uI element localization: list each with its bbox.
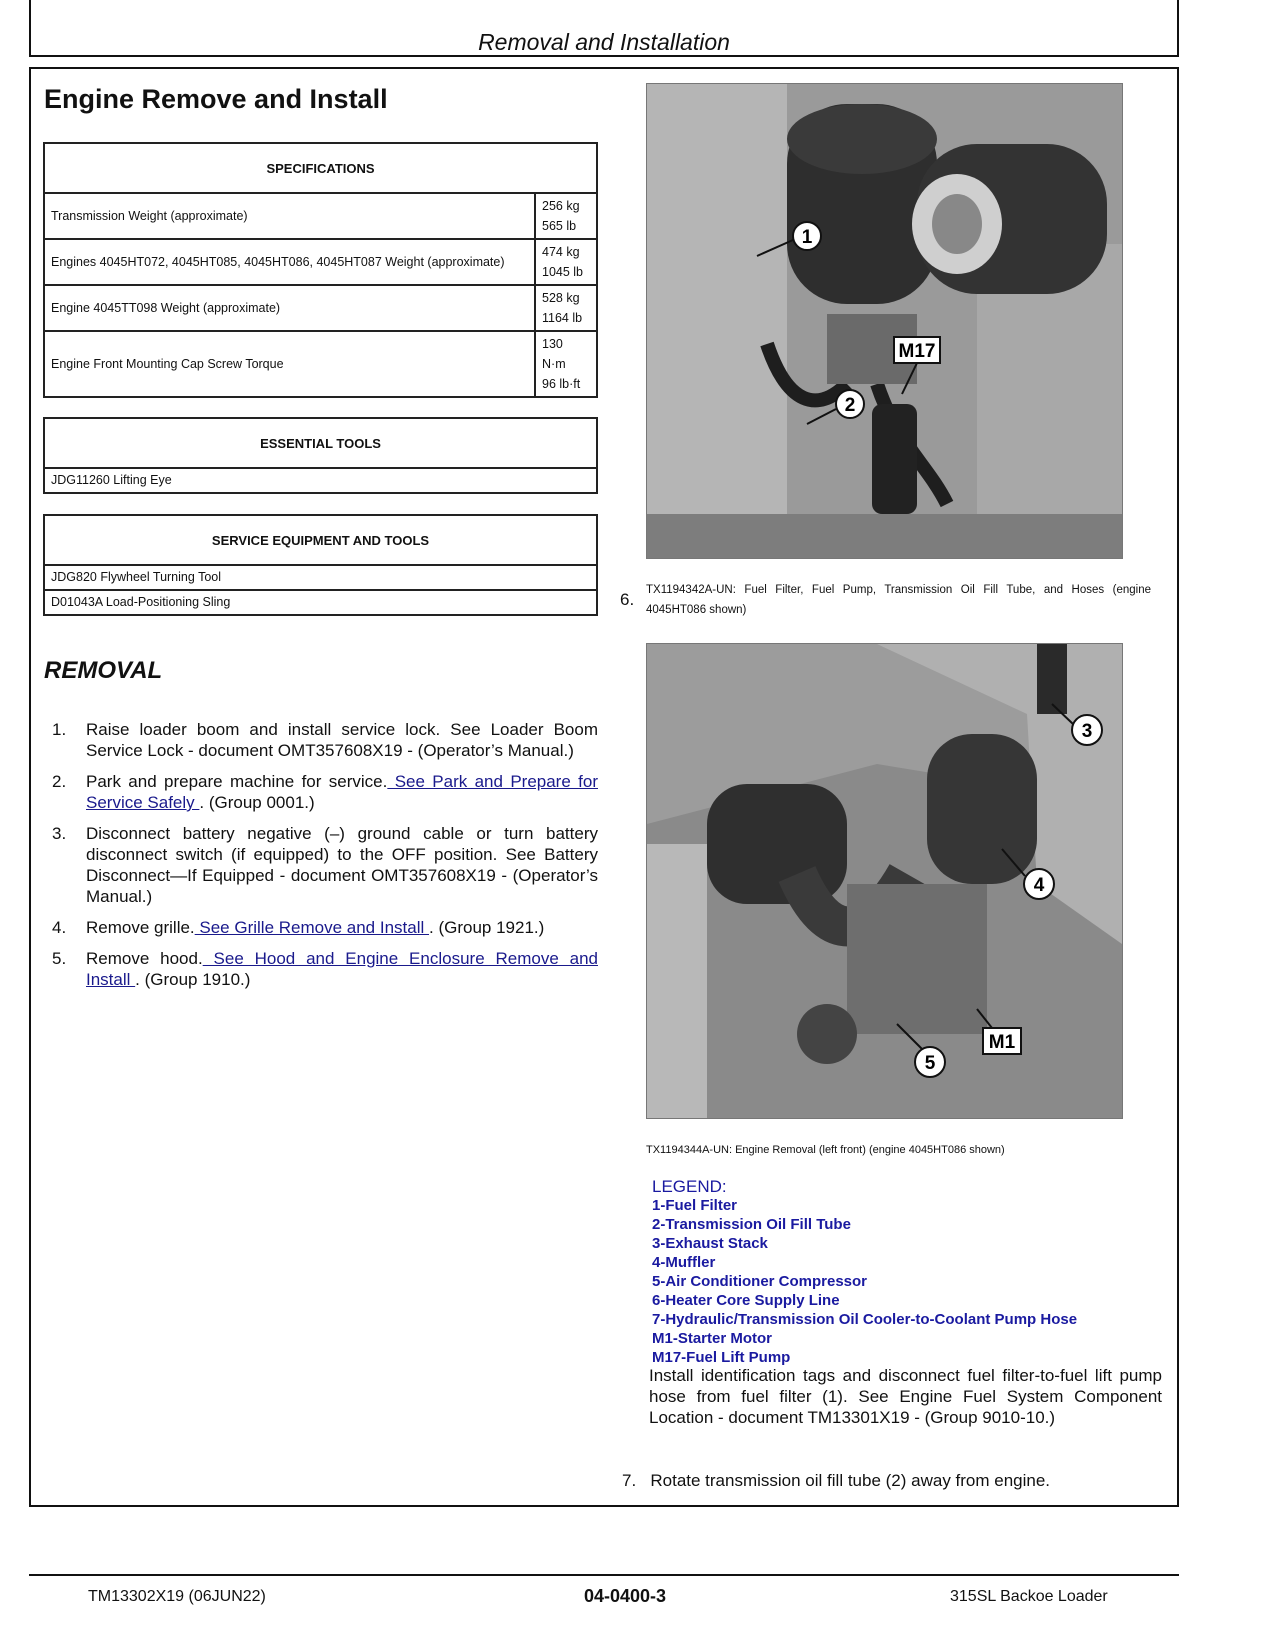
specifications-table <box>43 142 598 398</box>
footer-doc-id: TM13302X19 (06JUN22) <box>88 1588 266 1605</box>
legend-item: 4-Muffler <box>652 1254 716 1271</box>
table-row <box>44 193 597 239</box>
legend-item: M1-Starter Motor <box>652 1330 773 1347</box>
legend-item: 1-Fuel Filter <box>652 1197 738 1214</box>
engine-photo-1 <box>646 83 1123 559</box>
legend-item: 6-Heater Core Supply Line <box>652 1292 840 1309</box>
figure-caption-2: TX1194344A-UN: Engine Removal (left front) (engine 4045HT086 shown) <box>646 1144 1005 1156</box>
spec-value: 130 N·m 96 lb·ft <box>535 331 597 397</box>
legend-item: 5-Air Conditioner Compressor <box>652 1273 868 1290</box>
callout-4: 4 <box>1033 875 1045 896</box>
essential-tools-table <box>43 417 598 494</box>
spec-desc: Engines 4045HT072, 4045HT085, 4045HT086, 4045HT087 Weight (approximate) <box>44 239 535 285</box>
section-title: Removal and Installation <box>478 29 730 55</box>
footer-model: 315SL Backoe Loader <box>950 1588 1108 1605</box>
list-item: 2. Park and prepare machine for service. See Park and Prepare for Service Safely . (Group 0001.) <box>52 772 598 812</box>
removal-heading: REMOVAL <box>44 657 163 684</box>
table-heading: SPECIFICATIONS <box>44 143 597 193</box>
table-row <box>44 239 597 285</box>
removal-steps <box>52 719 598 1000</box>
table-heading: SERVICE EQUIPMENT AND TOOLS <box>44 515 597 565</box>
footer-rule <box>29 1574 1179 1576</box>
spec-desc: Engine 4045TT098 Weight (approximate) <box>44 285 535 331</box>
spec-value: 528 kg 1164 lb <box>535 285 597 331</box>
step-7: 7. Rotate transmission oil fill tube (2) away from engine. <box>622 1471 1051 1490</box>
legend-item: 7-Hydraulic/Transmission Oil Cooler-to-Coolant Pump Hose <box>652 1311 1078 1328</box>
park-prepare-link[interactable]: See Park and Prepare for Service Safely <box>86 772 598 812</box>
list-item: 4. Remove grille. See Grille Remove and Install . (Group 1921.) <box>52 918 545 937</box>
table-row <box>44 285 597 331</box>
table-row: JDG11260 Lifting Eye <box>44 468 597 493</box>
table-row <box>44 331 597 397</box>
spec-desc: Transmission Weight (approximate) <box>44 193 535 239</box>
callout-2: 2 <box>844 395 856 416</box>
figure-caption-1: TX1194342A-UN: Fuel Filter, Fuel Pump, Transmission Oil Fill Tube, and Hoses (engine 4045HT086 shown) <box>646 584 1151 616</box>
list-item: 3. Disconnect battery negative (–) ground cable or turn battery disconnect switch (if equipped) to the OFF position. See Battery Disconnect—If Equipped - document OMT357608X19 - (Operator’s Manual.) <box>52 824 598 906</box>
spec-value: 474 kg 1045 lb <box>535 239 597 285</box>
legend-item: M17-Fuel Lift Pump <box>652 1349 791 1366</box>
legend-item: 3-Exhaust Stack <box>652 1235 768 1252</box>
table-heading: ESSENTIAL TOOLS <box>44 418 597 468</box>
legend <box>652 1177 1162 1367</box>
list-item: 5. Remove hood. See Hood and Engine Enclosure Remove and Install . (Group 1910.) <box>52 949 598 989</box>
step-number: 6. <box>620 590 635 609</box>
spec-desc: Engine Front Mounting Cap Screw Torque <box>44 331 535 397</box>
service-tools-table <box>43 514 598 616</box>
callout-1: 1 <box>801 227 813 248</box>
grille-link[interactable]: See Grille Remove and Install <box>194 918 429 937</box>
table-row: JDG820 Flywheel Turning Tool <box>44 565 597 590</box>
legend-item: 2-Transmission Oil Fill Tube <box>652 1216 851 1233</box>
table-row: D01043A Load-Positioning Sling <box>44 590 597 615</box>
list-item: 1. Raise loader boom and install service lock. See Loader Boom Service Lock - document OMT357608X19 - (Operator’s Manual.) <box>52 720 598 760</box>
page-title: Engine Remove and Install <box>44 84 388 114</box>
engine-photo-2 <box>646 643 1123 1119</box>
legend-title: LEGEND: <box>652 1177 727 1196</box>
install-paragraph: Install identification tags and disconnect fuel filter-to-fuel lift pump hose from fuel filter (1). See Engine Fuel System Component Location - document TM13301X19 - (Group 9010-10.) <box>649 1366 1162 1427</box>
callout-m1: M1 <box>988 1032 1016 1053</box>
footer-page-number: 04-0400-3 <box>583 1586 667 1606</box>
callout-5: 5 <box>924 1053 936 1074</box>
callout-3: 3 <box>1081 721 1093 742</box>
callout-m17: M17 <box>898 341 936 362</box>
spec-value: 256 kg 565 lb <box>535 193 597 239</box>
hood-link[interactable]: See Hood and Engine Enclosure Remove and Install <box>86 949 598 989</box>
